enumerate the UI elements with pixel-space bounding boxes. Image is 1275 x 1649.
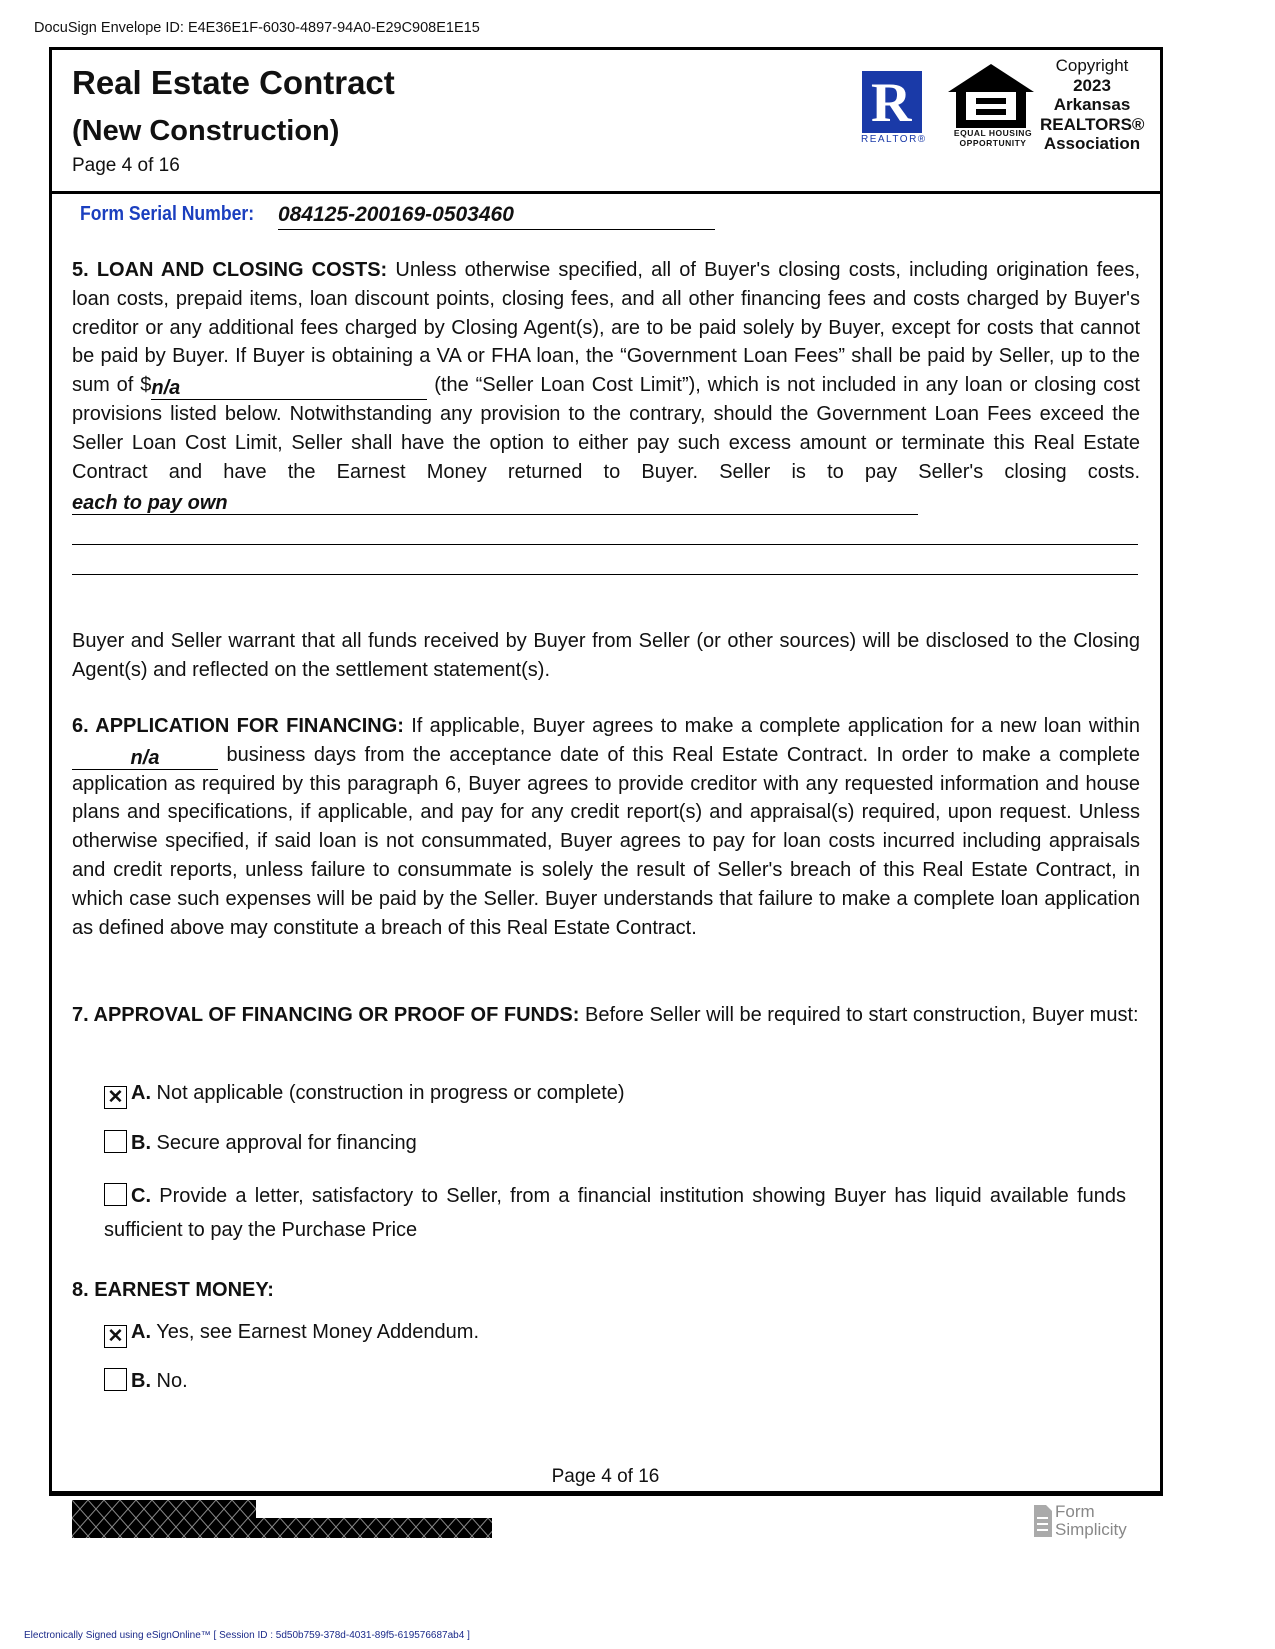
page-number: Page 4 of 16 bbox=[72, 155, 180, 176]
copyright-text: Copyright bbox=[1055, 56, 1129, 75]
equal-housing-label: EQUAL HOUSING OPPORTUNITY bbox=[953, 128, 1033, 148]
section-heading: 6. APPLICATION FOR FINANCING: bbox=[72, 715, 404, 737]
checkbox-8a[interactable]: ✕ bbox=[104, 1325, 127, 1348]
section-text: Before Seller will be required to start construction, Buyer must: bbox=[579, 1004, 1139, 1026]
option-letter: A. bbox=[131, 1082, 151, 1104]
seller-loan-cost-limit-field[interactable]: n/a bbox=[151, 377, 427, 400]
blank-line[interactable] bbox=[72, 515, 1138, 545]
page-title: Real Estate Contract bbox=[72, 64, 395, 101]
section-heading: 5. LOAN AND CLOSING COSTS: bbox=[72, 259, 388, 281]
option-text: Not applicable (construction in progress or complete) bbox=[151, 1082, 625, 1104]
option-7a bbox=[104, 1079, 625, 1109]
option-letter: A. bbox=[131, 1321, 151, 1343]
option-text: Provide a letter, satisfactory to Seller, from a financial institution showing Buyer has liquid available funds sufficient to pay the Purchase Price bbox=[104, 1185, 1126, 1241]
form-simplicity-logo bbox=[1034, 1503, 1127, 1539]
option-text: Secure approval for financing bbox=[151, 1132, 417, 1154]
option-7b bbox=[104, 1129, 417, 1157]
checkbox-7c[interactable] bbox=[104, 1183, 127, 1206]
section-text: business days from the acceptance date of this Real Estate Contract. In order to make a complete application as required by this paragraph 6, Buyer agrees to provide creditor with any requested information and house plans and specifications, if applicable, and pay for any credit report(s) and appraisal(s) required, upon request. Unless otherwise specified, if said loan is not consummated, Buyer agrees to pay for loan costs incurred including appraisals and credit reports, unless failure to consummate is solely the result of Seller's breach of this Real Estate Contract, in which case such expenses will be paid by the Seller. Buyer understands that failure to make a complete loan application as defined above may constitute a breach of this Real Estate Contract. bbox=[72, 743, 1140, 939]
envelope-id: DocuSign Envelope ID: E4E36E1F-6030-4897-94A0-E29C908E1E15 bbox=[34, 20, 480, 36]
copyright-org: Arkansas bbox=[1053, 95, 1131, 114]
section-heading: 8. EARNEST MONEY: bbox=[72, 1279, 274, 1301]
equal-housing-icon bbox=[946, 62, 1036, 132]
page-subtitle: (New Construction) bbox=[72, 115, 340, 147]
section-heading: 7. APPROVAL OF FINANCING OR PROOF OF FUNDS: bbox=[72, 1004, 580, 1026]
section-text: Unless otherwise specified, all of Buyer's closing costs, including origination fees, loan costs, prepaid items, loan discount points, closing fees, and all other financing fees and costs charged by Buyer's creditor or any additional fees charged by Closing Agent(s), are to be paid solely by Buyer, except for costs that cannot be paid by Buyer. If Buyer is obtaining a VA or FHA loan, the “Government Loan Fees” shall be paid by Seller, up to the sum of $ bbox=[72, 259, 1141, 397]
option-text: No. bbox=[151, 1370, 188, 1392]
option-letter: B. bbox=[131, 1370, 151, 1392]
option-text: Yes, see Earnest Money Addendum. bbox=[151, 1321, 479, 1343]
copyright-block bbox=[1040, 56, 1144, 154]
section-6 bbox=[72, 712, 1140, 942]
header-divider bbox=[52, 191, 1160, 194]
blank-line[interactable] bbox=[72, 545, 1138, 575]
option-letter: C. bbox=[131, 1185, 151, 1207]
option-8a bbox=[104, 1318, 479, 1348]
copyright-org: REALTORS® bbox=[1040, 114, 1145, 134]
option-8b bbox=[104, 1367, 188, 1395]
logo-text: Simplicity bbox=[1055, 1520, 1127, 1539]
copyright-org: Association bbox=[1043, 134, 1141, 153]
realtor-logo-icon: R bbox=[862, 71, 922, 133]
section-5 bbox=[72, 256, 1140, 575]
realtor-logo-label: REALTOR® bbox=[861, 134, 927, 145]
option-letter: B. bbox=[131, 1132, 151, 1154]
checkbox-8b[interactable] bbox=[104, 1368, 127, 1391]
section-text: (the “Seller Loan Cost Limit”), which is not included in any loan or closing cost provisions listed below. Notwithstanding any provision to the contrary, should the Government Loan Fees exceed the Seller Loan Cost Limit, Seller shall have the option to either pay such excess amount or terminate this Real Estate Contract and have the Earnest Money returned to Buyer. Seller is to pay Seller's closing costs. bbox=[72, 374, 1140, 483]
copyright-year: 2023 bbox=[1073, 75, 1111, 95]
checkbox-7b[interactable] bbox=[104, 1130, 127, 1153]
section-text: If applicable, Buyer agrees to make a complete application for a new loan within bbox=[403, 715, 1140, 737]
warrant-paragraph: Buyer and Seller warrant that all funds received by Buyer from Seller (or other sources) will be disclosed to the Closing Agent(s) and reflected on the settlement statement(s). bbox=[72, 630, 1140, 681]
section-7 bbox=[72, 1001, 1140, 1030]
seller-closing-costs-field[interactable]: each to pay own bbox=[72, 492, 918, 515]
serial-label: Form Serial Number: bbox=[80, 203, 255, 225]
business-days-field[interactable]: n/a bbox=[72, 747, 218, 770]
esign-footer: Electronically Signed using eSignOnline™ [ Session ID : 5d50b759-378d-4031-89f5-619576687ab4 ] bbox=[24, 1630, 470, 1641]
logo-text: Form bbox=[1055, 1502, 1095, 1521]
footer-page-number: Page 4 of 16 bbox=[551, 1466, 660, 1487]
initials-pattern-icon bbox=[72, 1500, 492, 1540]
option-7c bbox=[104, 1179, 1126, 1247]
checkbox-7a[interactable]: ✕ bbox=[104, 1086, 127, 1109]
document-icon bbox=[1034, 1505, 1052, 1537]
serial-number-field[interactable]: 084125-200169-0503460 bbox=[278, 201, 715, 230]
section-8 bbox=[72, 1276, 1140, 1305]
